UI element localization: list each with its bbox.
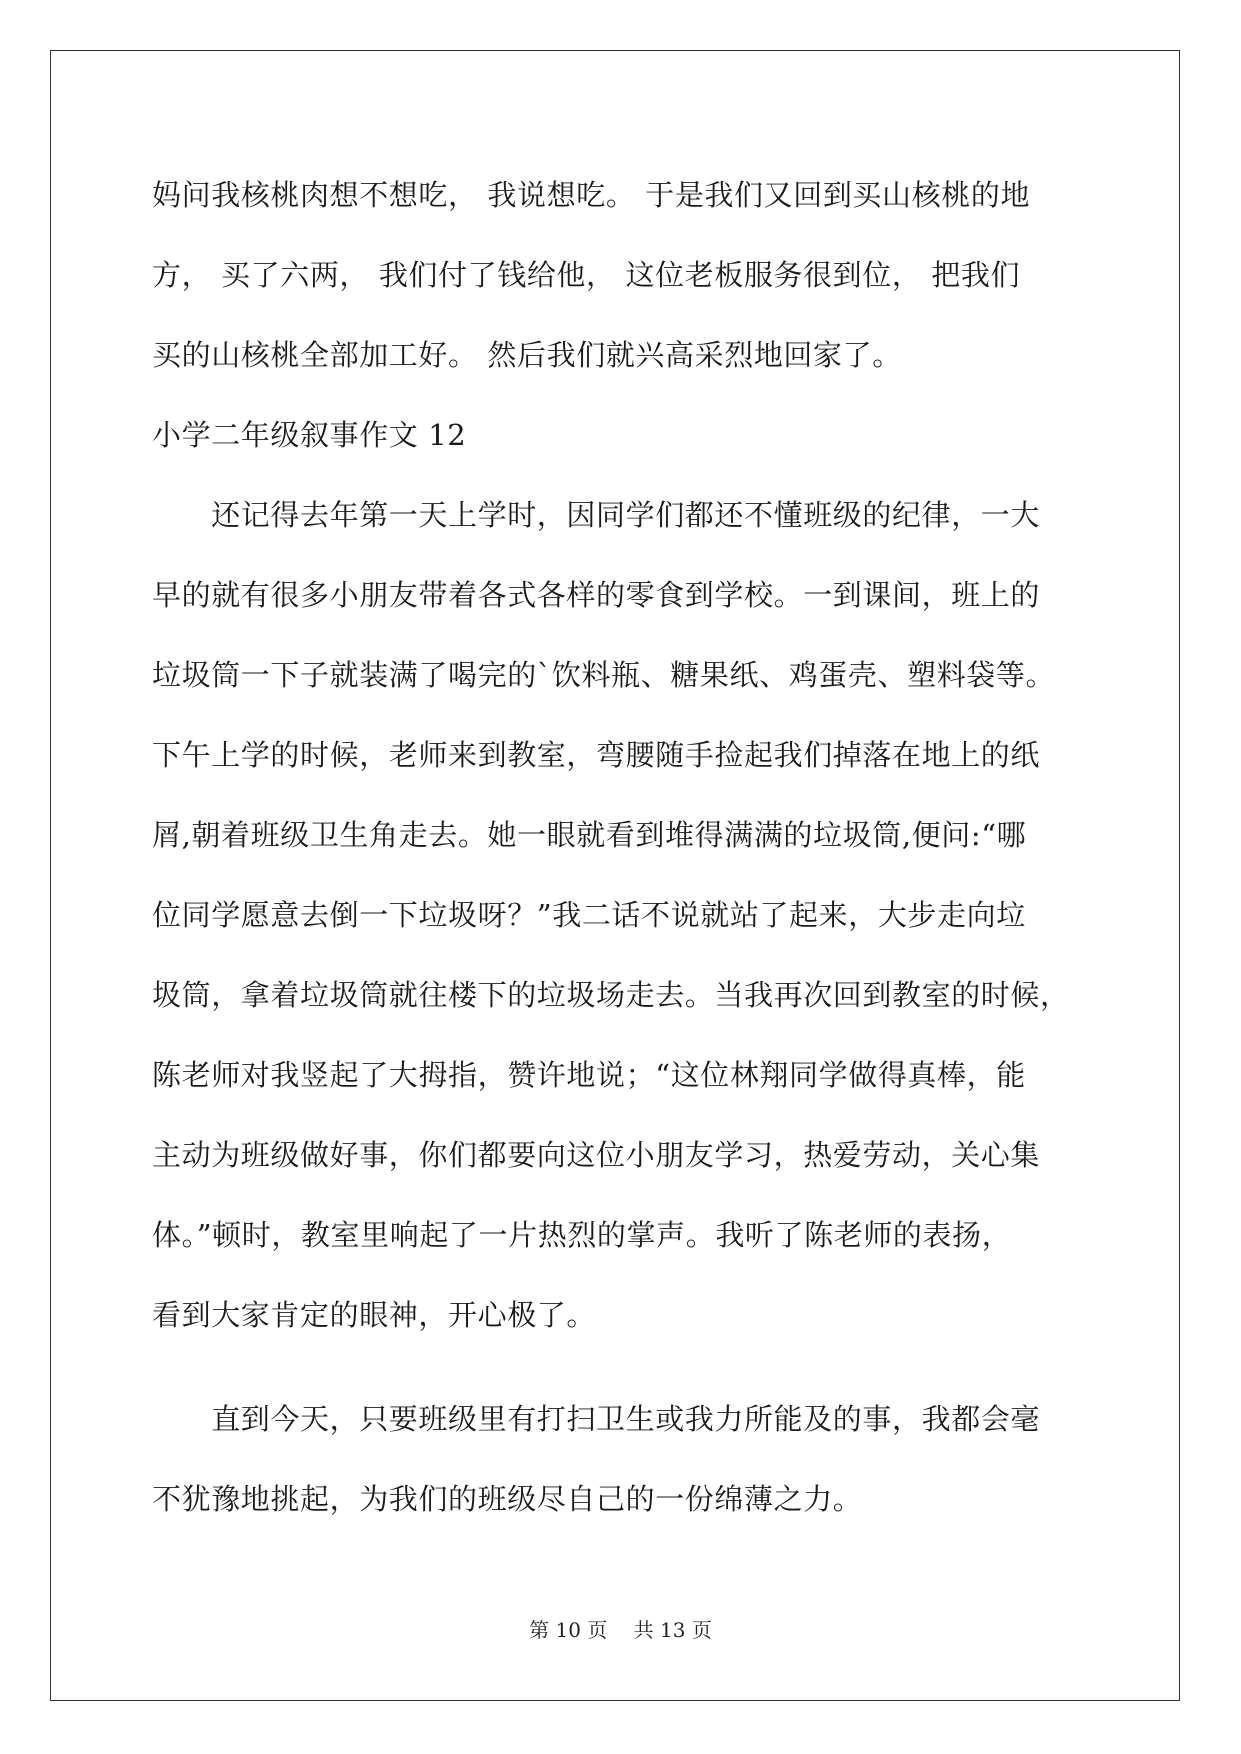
text-line: 体。”顿时，教室里响起了一片热烈的掌声。我听了陈老师的表扬， (152, 1218, 1012, 1252)
text-line: 买的山核桃全部加工好。 然后我们就兴高采烈地回家了。 (152, 338, 902, 372)
document-body (152, 155, 1092, 1539)
text-line: 不犹豫地挑起，为我们的班级尽自己的一份绵薄之力。 (152, 1482, 863, 1516)
text-line: 主动为班级做好事，你们都要向这位小朋友学习，热爱劳动，关心集 (152, 1138, 1041, 1172)
section-heading: 小学二年级叙事作文 12 (152, 418, 467, 452)
text-line: 直到今天，只要班级里有打扫卫生或我力所能及的事，我都会毫 (152, 1402, 1041, 1436)
paragraph-gap (152, 1355, 1092, 1379)
text-line: 方， 买了六两， 我们付了钱给他， 这位老板服务很到位， 把我们 (152, 258, 1021, 292)
text-line: 屑,朝着班级卫生角走去。她一眼就看到堆得满满的垃圾筒,便问:“哪 (152, 818, 1027, 852)
text-line: 还记得去年第一天上学时，因同学们都还不懂班级的纪律，一大 (152, 498, 1041, 532)
text-line: 早的就有很多小朋友带着各式各样的零食到学校。一到课间，班上的 (152, 578, 1041, 612)
text-line: 下午上学的时候，老师来到教室，弯腰随手捡起我们掉落在地上的纸 (152, 738, 1041, 772)
text-line: 位同学愿意去倒一下垃圾呀？”我二话不说就站了起来，大步走向垃 (152, 898, 1026, 932)
text-line: 圾筒，拿着垃圾筒就往楼下的垃圾场走去。当我再次回到教室的时候， (152, 978, 1070, 1012)
text-line: 看到大家肯定的眼神，开心极了。 (152, 1298, 597, 1332)
text-line: 妈问我核桃肉想不想吃， 我说想吃。 于是我们又回到买山核桃的地 (152, 178, 1031, 212)
text-line: 垃圾筒一下子就装满了喝完的`饮料瓶、糖果纸、鸡蛋壳、塑料袋等。 (152, 658, 1056, 692)
page-footer (0, 1614, 1241, 1643)
page-number-label: 第 10 页 共 13 页 (529, 1618, 712, 1642)
text-line: 陈老师对我竖起了大拇指，赞许地说；“这位林翔同学做得真棒，能 (152, 1058, 1026, 1092)
